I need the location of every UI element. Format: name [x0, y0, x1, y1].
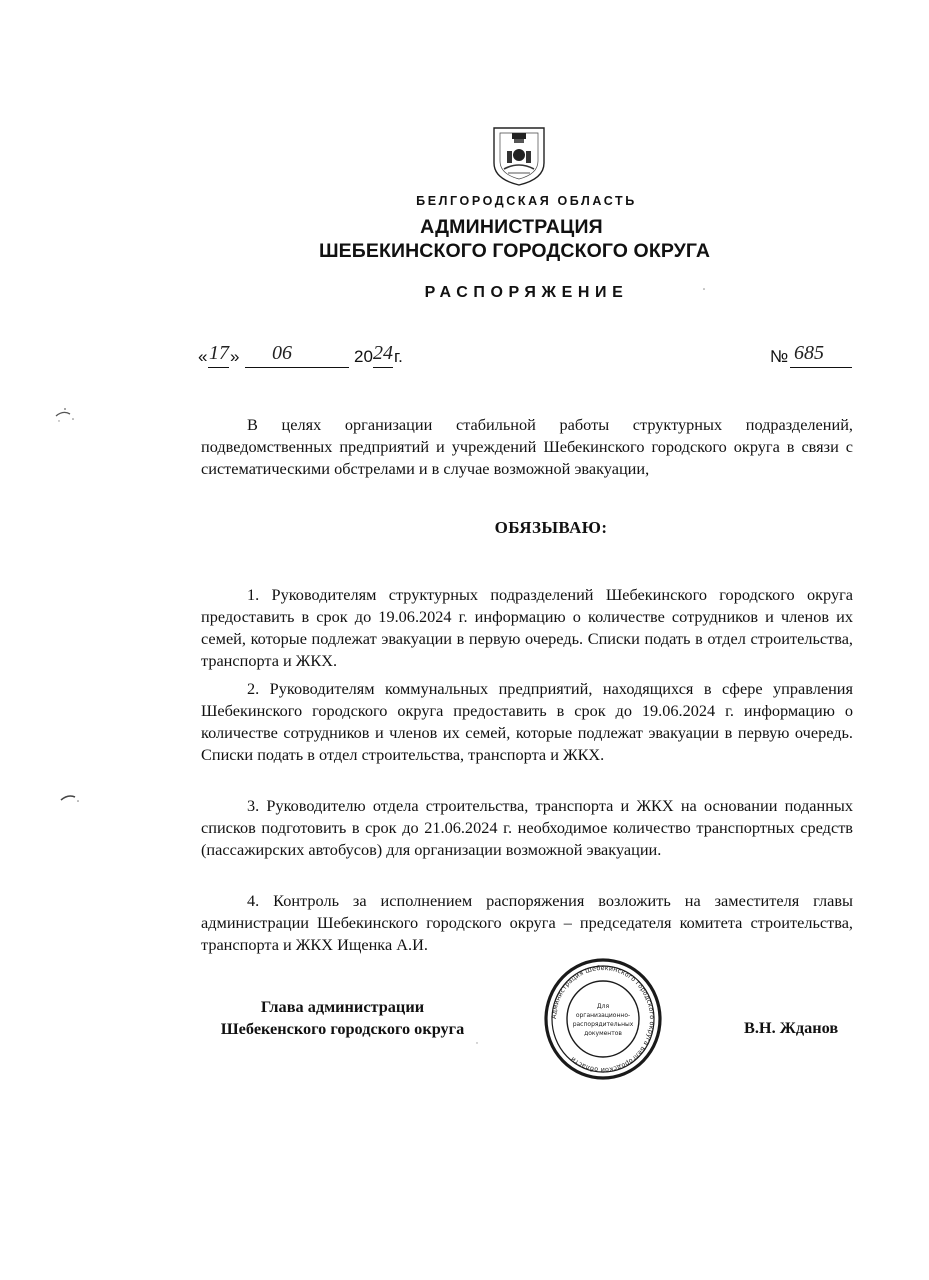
seal-center-line2: организационно- [575, 1012, 631, 1019]
date-number-line [198, 344, 853, 374]
document-number-underline [790, 367, 852, 368]
order-item-2: 2. Руководителям коммунальных предприятий, находящихся в сфере управления Шебекинского городского округа предоставить в срок до 19.06.2024 г. информацию о количестве сотрудников и членов их семей, которые подлежат эвакуации в первую очередь. Списки подать в отдел строительства, транспорта и ЖКХ. [201, 679, 853, 764]
administration-subtitle: ШЕБЕКИНСКОГО ГОРОДСКОГО ОКРУГА [318, 240, 711, 262]
preamble-paragraph: В целях организации стабильной работы структурных подразделений, подведомственных предприятий и учреждений Шебекинского городского округа в связи с систематическими обстрелами и в случае возможной эвакуации, [201, 415, 853, 478]
date-day: 17 [209, 342, 229, 364]
region-name: БЕЛГОРОДСКАЯ ОБЛАСТЬ [416, 194, 637, 208]
date-year-suffix: 24 [373, 342, 393, 364]
official-stamp [544, 958, 662, 1080]
seal-ring-text: Администрация Шебекинского городского округа Белгородской области [550, 964, 656, 1074]
order-item-1: 1. Руководителям структурных подразделений Шебекинского городского округа предоставить в срок до 19.06.2024 г. информацию о количестве сотрудников и членов их семей, которые подлежат эвакуации в первую очередь. Списки подать в отдел строительства, транспорта и ЖКХ. [201, 585, 853, 670]
date-year-underline [373, 367, 393, 368]
seal-center-line1: Для [596, 1003, 610, 1010]
scan-speck-mark [52, 406, 78, 424]
signatory-title-line1: Глава администрации [260, 997, 425, 1016]
date-close-quote: » [230, 347, 240, 366]
date-month-underline [245, 367, 349, 368]
document-number: 685 [794, 342, 824, 364]
signatory-name: В.Н. Жданов [744, 1018, 839, 1037]
scan-speck-dot [700, 286, 708, 292]
seal-center-line4: документов [584, 1030, 622, 1037]
date-year-prefix: 20 [354, 347, 373, 366]
date-year-unit: г. [394, 347, 403, 366]
directive-title: ОБЯЗЫВАЮ: [494, 518, 608, 537]
date-day-underline [208, 367, 229, 368]
coat-of-arms-icon [490, 125, 548, 187]
seal-center-line3: распорядительных [572, 1021, 634, 1028]
administration-title: АДМИНИСТРАЦИЯ [420, 216, 603, 238]
document-number-label: № [770, 347, 789, 366]
scan-speck-dot [474, 1040, 480, 1046]
order-item-4: 4. Контроль за исполнением распоряжения возложить на заместителя главы администрации Шебекинского городского округа – председателя комитета строительства, транспорта и ЖКХ Ищенка А.И. [201, 891, 853, 954]
document-type: РАСПОРЯЖЕНИЕ [424, 284, 629, 301]
date-month: 06 [272, 342, 292, 364]
date-open-quote: « [198, 347, 208, 366]
signatory-title-line2: Шебекенского городского округа [220, 1019, 465, 1038]
order-item-3: 3. Руководителю отдела строительства, транспорта и ЖКХ на основании поданных списков подготовить в срок до 21.06.2024 г. необходимое количество транспортных средств (пассажирских автобусов) для организации возможной эвакуации. [201, 796, 853, 859]
scan-speck-mark [58, 792, 82, 806]
